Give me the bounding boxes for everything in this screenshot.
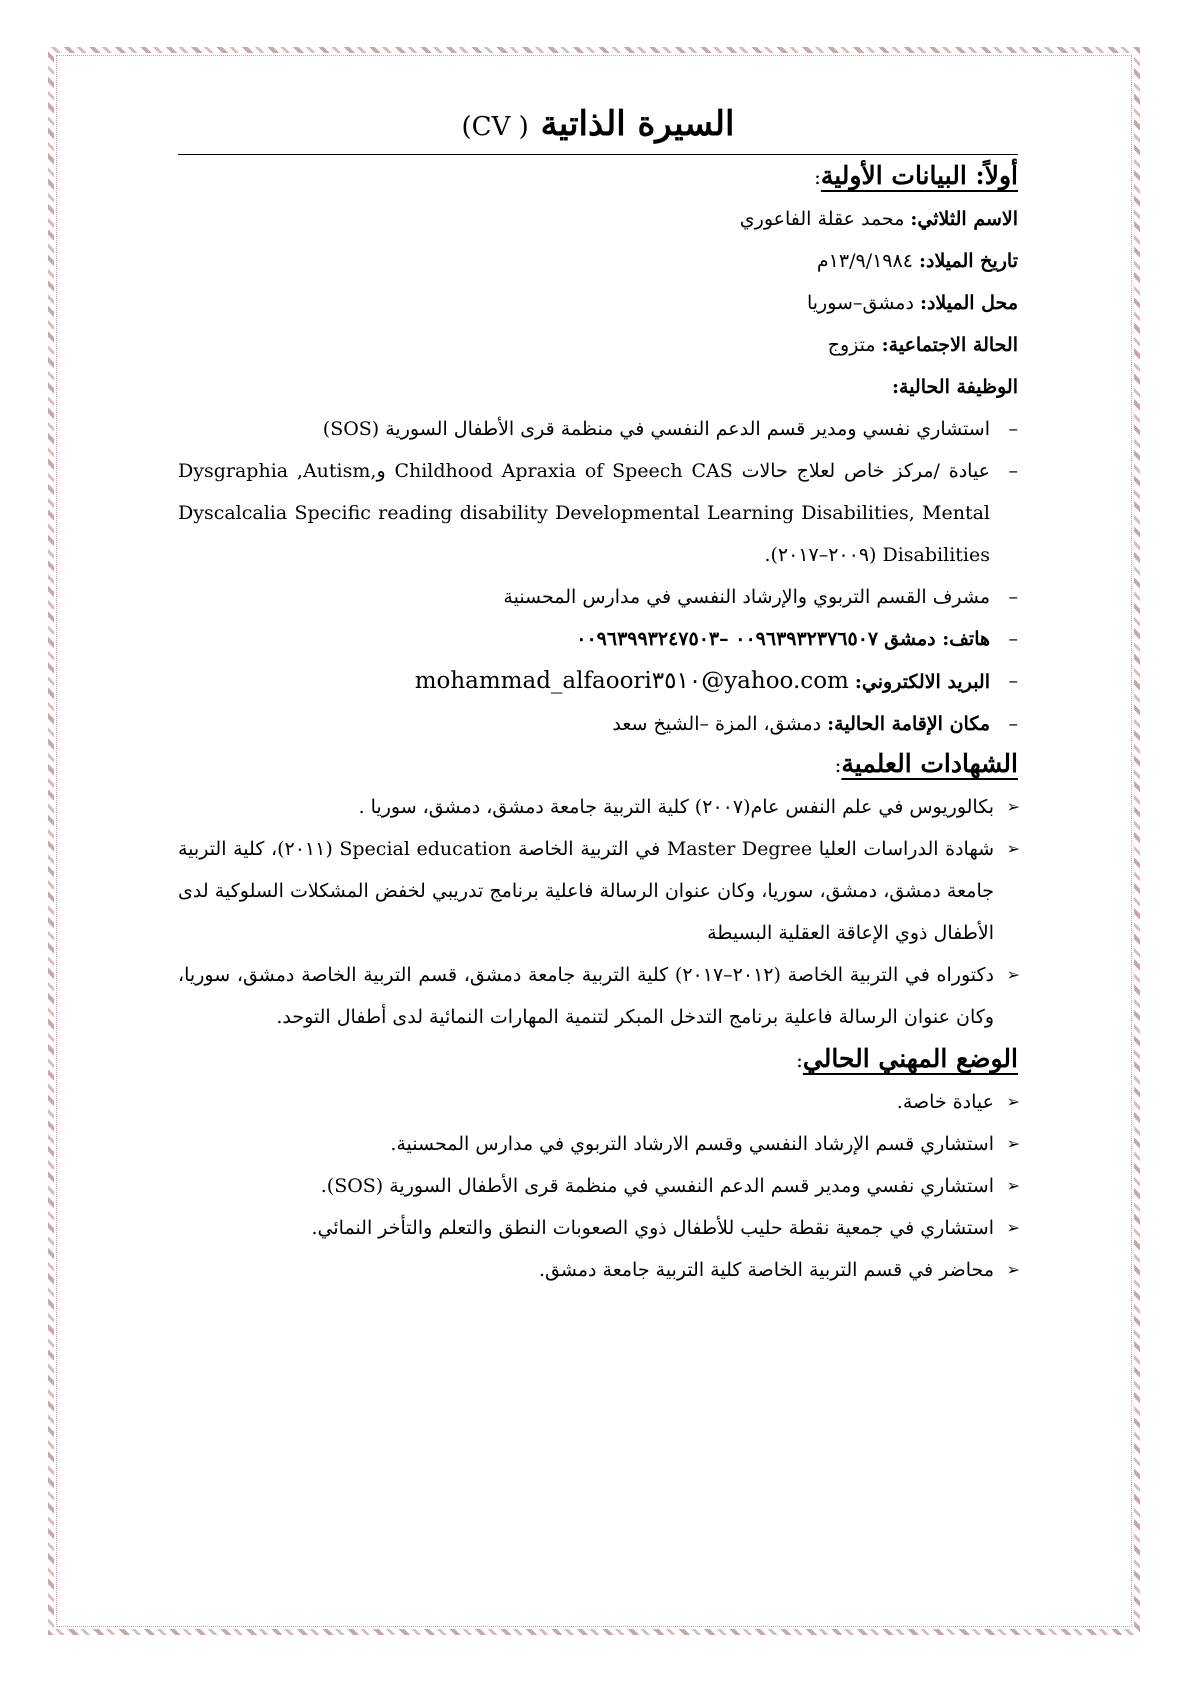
- residence-value: دمشق، المزة –الشيخ سعد: [612, 713, 822, 735]
- dob-value: ١٣/٩/١٩٨٤م: [816, 250, 913, 272]
- section-heading-basic: [178, 161, 1018, 190]
- page-title: [462, 104, 735, 144]
- career-list: [178, 1081, 1018, 1291]
- residence-label: مكان الإقامة الحالية:: [827, 713, 990, 735]
- career-item: ➢ استشاري في جمعية نقطة حليب للأطفال ذوي الصعوبات النطق والتعلم والتأخر النمائي.: [178, 1207, 994, 1249]
- career-item: ➢ محاضر في قسم التربية الخاصة كلية التربية جامعة دمشق.: [178, 1249, 994, 1291]
- phone-label: هاتف: دمشق: [884, 628, 990, 650]
- pob-value: دمشق–سوريا: [806, 292, 914, 314]
- career-heading-text: الوضع المهني الحالي: [802, 1044, 1018, 1073]
- basic-heading-colon: :: [814, 165, 821, 189]
- career-item: ➢ استشاري نفسي ومدير قسم الدعم النفسي في منظمة قرى الأطفال السورية (SOS).: [178, 1165, 994, 1207]
- career-heading-colon: :: [796, 1048, 803, 1072]
- residence-row: [178, 703, 990, 745]
- job-item: – استشاري نفسي ومدير قسم الدعم النفسي في منظمة قرى الأطفال السورية (SOS): [178, 408, 990, 450]
- basic-heading-text: أولاً: البيانات الأولية: [820, 161, 1018, 190]
- degree-item: ➢ شهادة الدراسات العليا Master Degree في التربية الخاصة Special education (٢٠١١)، كلية التربية جامعة دمشق، دمشق، سوريا، وكان عنوان الرسالة فاعلية برنامج تدريبي لخفض المشكلات السلوكية لدى الأطفال ذوي الإعاقة العقلية البسيطة: [178, 828, 994, 954]
- degrees-heading-colon: :: [834, 753, 842, 777]
- career-item: ➢ استشاري قسم الإرشاد النفسي وقسم الارشاد التربوي في مدارس المحسنية.: [178, 1123, 994, 1165]
- job-item: – عيادة /مركز خاص لعلاج حالات Childhood Apraxia of Speech CAS وDysgraphia ,Autism, Dyscalcalia Specific reading disability Developmental Learning Disabilities, Mental Disabilities (٢٠٠٩–٢٠١٧).: [178, 450, 990, 576]
- pob-row: [178, 282, 1018, 324]
- name-row: [178, 198, 1018, 240]
- degrees-heading-text: الشهادات العلمية: [841, 749, 1018, 778]
- section-heading-career: [178, 1044, 1018, 1073]
- section-heading-degrees: [178, 749, 1018, 778]
- degree-item: ➢ بكالوريوس في علم النفس عام(٢٠٠٧) كلية التربية جامعة دمشق، دمشق، سوريا .: [178, 786, 994, 828]
- jobs-list: [178, 408, 1018, 745]
- job-item: – مشرف القسم التربوي والإرشاد النفسي في مدارس المحسنية: [178, 576, 990, 618]
- dob-label: تاريخ الميلاد:: [918, 250, 1018, 272]
- job-label: الوظيفة الحالية:: [892, 376, 1018, 398]
- degree-item: ➢ دكتوراه في التربية الخاصة (٢٠١٢–٢٠١٧) كلية التربية جامعة دمشق، قسم التربية الخاصة دمشق، سوريا، وكان عنوان الرسالة فاعلية برنامج التدخل المبكر لتنمية المهارات النمائية لدى أطفال التوحد.: [178, 954, 994, 1038]
- marital-label: الحالة الاجتماعية:: [881, 334, 1018, 356]
- marital-value: متزوج: [827, 334, 876, 356]
- degrees-list: [178, 786, 1018, 1038]
- email-label: البريد الالكتروني:: [854, 671, 990, 693]
- phone-value: ٠٠٩٦٣٩٣٢٣٧٦٥٠٧ –٠٠٩٦٣٩٩٣٢٤٧٥٠٣: [576, 628, 879, 650]
- email-row: [178, 660, 990, 703]
- pob-label: محل الميلاد:: [919, 292, 1018, 314]
- title-cv: ( CV): [461, 112, 529, 142]
- title-block: [178, 104, 1018, 155]
- phone-row: [178, 618, 990, 660]
- name-value: محمد عقلة الفاعوري: [739, 208, 905, 230]
- title-main: السيرة الذاتية: [540, 104, 735, 144]
- career-item: ➢ عيادة خاصة.: [178, 1081, 994, 1123]
- dob-row: [178, 240, 1018, 282]
- name-label: الاسم الثلاثي:: [910, 208, 1018, 230]
- email-value: mohammad_alfaoori٣٥١٠@yahoo.com: [414, 668, 849, 694]
- marital-row: [178, 324, 1018, 366]
- cv-document: [178, 104, 1018, 1297]
